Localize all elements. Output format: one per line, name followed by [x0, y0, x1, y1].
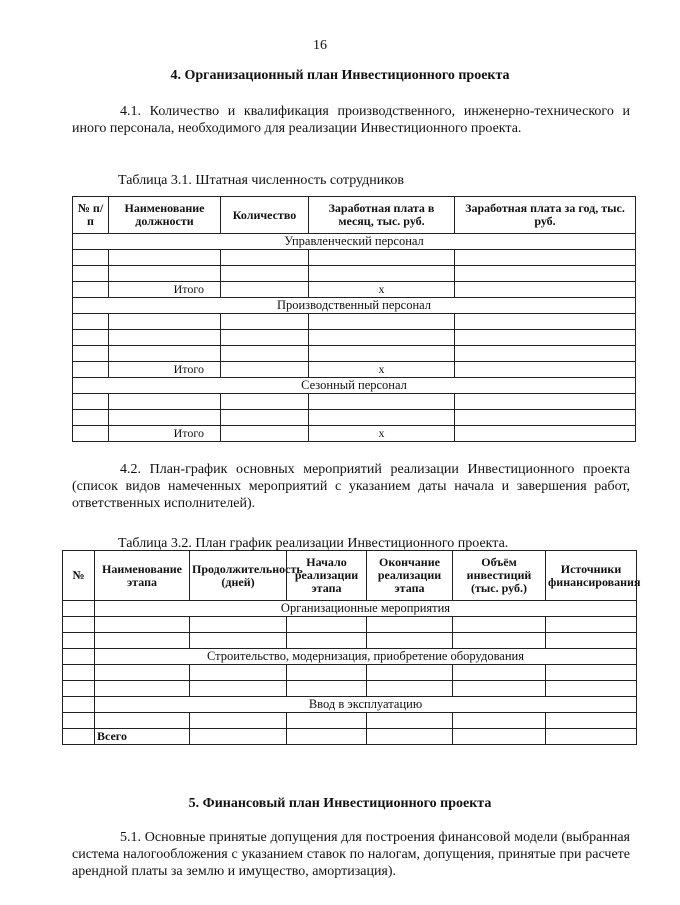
table-header-row — [63, 551, 637, 601]
table-row — [73, 314, 636, 330]
group-row — [73, 378, 636, 394]
table-row — [73, 330, 636, 346]
table-row — [63, 617, 637, 633]
group-row — [73, 234, 636, 250]
table-row — [73, 394, 636, 410]
table-row — [63, 665, 637, 681]
column-header: Объём инвестиций (тыс. руб.) — [453, 551, 546, 601]
column-header: Наименование должности — [109, 197, 221, 234]
total-label: Итого — [109, 426, 221, 442]
group-label: Управленческий персонал — [73, 234, 636, 250]
group-label: Строительство, модернизация, приобретение оборудования — [95, 649, 637, 665]
column-header: № — [63, 551, 95, 601]
column-header: Заработная плата за год, тыс. руб. — [455, 197, 636, 234]
section-5-title: 5. Финансовый план Инвестиционного проекта — [188, 796, 492, 811]
table-3-1-caption: Таблица 3.1. Штатная численность сотрудников — [118, 173, 404, 188]
schedule-table — [62, 550, 641, 745]
column-header: Заработная плата в месяц, тыс. руб. — [309, 197, 455, 234]
table-row — [63, 633, 637, 649]
total-row — [73, 362, 636, 378]
paragraph-4-2: 4.2. План-график основных мероприятий реализации Инвестиционного проекта (список видов намеченных мероприятий с указанием даты начала и завершения работ, ответственных исполнителей). — [72, 462, 630, 511]
table-row — [63, 713, 637, 729]
column-header: Окончание реализации этапа — [367, 551, 453, 601]
column-header: Продолжительность (дней) — [190, 551, 287, 601]
x-mark: х — [309, 282, 455, 298]
group-row — [73, 298, 636, 314]
total-label: Итого — [109, 362, 221, 378]
group-row — [63, 649, 637, 665]
group-label: Ввод в эксплуатацию — [95, 697, 637, 713]
column-header: Наименование этапа — [95, 551, 190, 601]
column-header: № п/п — [73, 197, 109, 234]
paragraph-5-1: 5.1. Основные принятые допущения для построения финансовой модели (выбранная система налогообложения с указанием ставок по налогам, допущения, принятые при расчете арендной платы за землю и имущество, амортизация). — [72, 830, 630, 879]
column-header: Источники финансирования — [546, 551, 637, 601]
group-row — [63, 601, 637, 617]
group-label: Производственный персонал — [73, 298, 636, 314]
total-row — [63, 729, 637, 745]
table-3-2-caption: Таблица 3.2. План график реализации Инвестиционного проекта. — [118, 536, 509, 551]
table-row — [73, 410, 636, 426]
group-label: Сезонный персонал — [73, 378, 636, 394]
table-row — [73, 250, 636, 266]
staff-table — [72, 196, 636, 442]
section-4-title: 4. Организационный план Инвестиционного проекта — [170, 68, 510, 83]
total-row — [73, 426, 636, 442]
group-row — [63, 697, 637, 713]
page-number: 16 — [313, 38, 327, 53]
column-header: Количество — [221, 197, 309, 234]
column-header: Начало реализации этапа — [287, 551, 367, 601]
table-row — [73, 266, 636, 282]
x-mark: х — [309, 426, 455, 442]
table-row — [63, 681, 637, 697]
table-header-row — [73, 197, 636, 234]
table-row — [73, 346, 636, 362]
group-label: Организационные мероприятия — [95, 601, 637, 617]
total-row — [73, 282, 636, 298]
paragraph-4-1: 4.1. Количество и квалификация производственного, инженерно-технического и иного персонала, необходимого для реализации Инвестиционного проекта. — [72, 104, 630, 136]
total-label: Всего — [95, 729, 190, 745]
x-mark: х — [309, 362, 455, 378]
total-label: Итого — [109, 282, 221, 298]
